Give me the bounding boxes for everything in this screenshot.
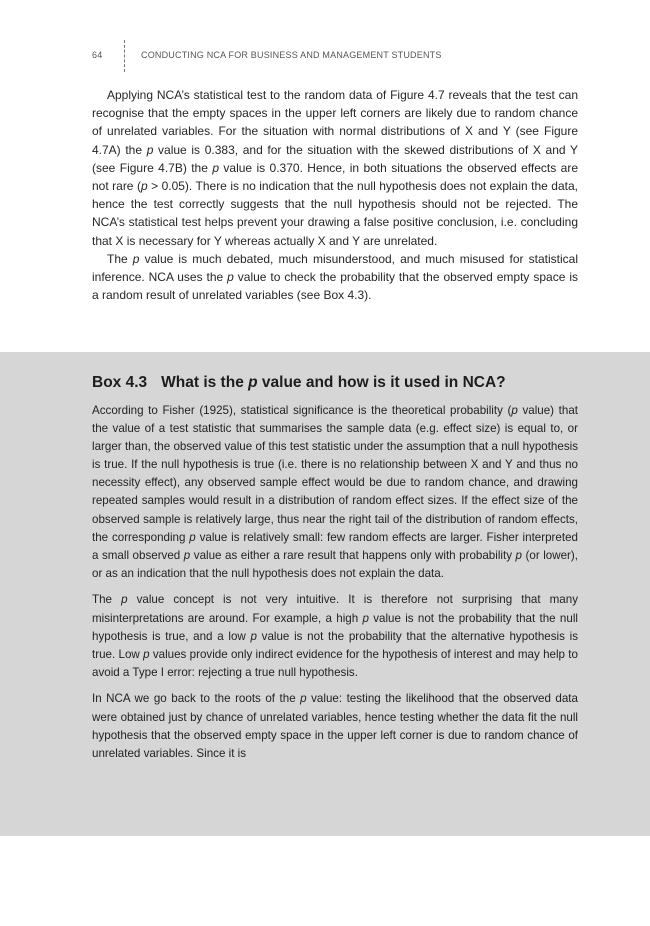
box-label: Box 4.3: [92, 374, 148, 391]
box-title: Box 4.3 What is the p value and how is it used in NCA?: [92, 374, 506, 391]
box-paragraph-1: According to Fisher (1925), statistical significance is the theoretical probability (p value) that the value of a test statistic that summarises the sample data (e.g. effect size) is equal to, or larger than, the observed value of this test statistic under the assumption that a null hypothesis is true. If the null hypothesis is true (i.e. there is no relationship between X and Y and thus no necessity effect), any observed sample effect would be due to random chance, and drawing repeated samples would result in a distribution of random effect sizes. If the effect size of the observed sample is relatively large, thus near the right tail of the distribution of random effects, the corresponding p value is relatively small: few random effects are larger. Fisher interpreted a small observed p value as either a rare result that happens only with probability p (or lower), or as an indication that the null hypothesis does not explain the data.: [92, 404, 578, 580]
header-divider: [124, 40, 125, 72]
box-paragraph-2: The p value concept is not very intuitive. It is therefore not surprising that many misinterpretations are around. For example, a high p value is not the probability that the null hypothesis is true, and a low p value is not the probability that the alternative hypothesis is true. Low p values provide only indirect evidence for the hypothesis of interest and may help to avoid a Type I error: rejecting a true null hypothesis.: [92, 593, 579, 679]
paragraph-2: The p value is much debated, much misunderstood, and much misused for statistical inference. NCA uses the p value to check the probability that the observed empty space is a random result of unrelated variables (see Box 4.3).: [92, 251, 578, 303]
box-4-3: [0, 352, 650, 836]
main-text: [92, 86, 578, 304]
page-number: 64: [92, 50, 103, 60]
box-paragraph-3: In NCA we go back to the roots of the p value: testing the likelihood that the observed data were obtained just by chance of unrelated variables, hence testing whether the data fit the null hypothesis that the observed empty space in the upper left corner is due to random chance of unrelated variables. Since it is: [92, 692, 578, 760]
paragraph-1: Applying NCA’s statistical test to the random data of Figure 4.7 reveals that the test can recognise that the empty spaces in the upper left corners are likely due to random chance of unrelated variables. For the situation with normal distributions of X and Y (see Figure 4.7A) the p value is 0.383, and for the situation with the skewed distributions of X and Y (see Figure 4.7B) the p value is 0.370. Hence, in both situations the observed effects are not rare (p > 0.05). There is no indication that the null hypothesis does not explain the data, hence the test correctly suggests that the null hypothesis should not be rejected. The NCA’s statistical test helps prevent your drawing a false positive conclusion, i.e. concluding that X is necessary for Y whereas actually X and Y are unrelated.: [92, 88, 579, 248]
running-title: CONDUCTING NCA FOR BUSINESS AND MANAGEMENT STUDENTS: [141, 50, 442, 60]
